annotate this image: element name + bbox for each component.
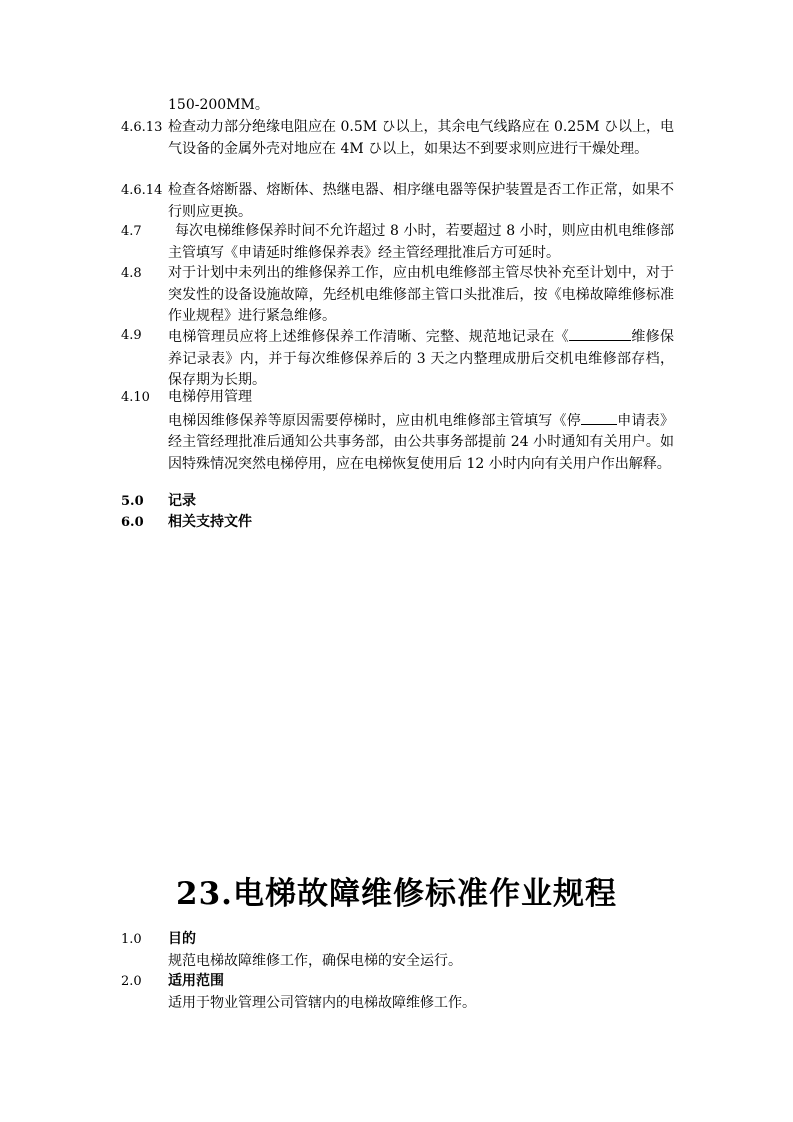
section-heading: 相关支持文件 xyxy=(168,514,252,530)
clause-text-part-a: 电梯因维修保养等原因需要停梯时，应由机电维修部主管填写《停 xyxy=(168,412,582,429)
section-number: 1.0 xyxy=(121,932,142,947)
clause-number: 4.8 xyxy=(121,266,142,281)
clause-text-part-b: 维修保养记录表》内，并于每次维修保养后的 3 天之内整理成册后交机电维修部存档，保存期为长期。 xyxy=(168,329,674,388)
section-heading: 记录 xyxy=(168,493,196,509)
clause-number: 4.7 xyxy=(121,224,142,239)
clause-number: 4.6.14 xyxy=(121,183,163,198)
clause-number: 4.6.13 xyxy=(121,120,163,135)
section-heading: 目的 xyxy=(168,931,196,947)
section-number: 6.0 xyxy=(121,515,144,530)
page-title: 23.电梯故障维修标准作业规程 xyxy=(176,876,617,912)
section-number: 5.0 xyxy=(121,494,144,509)
clause-text xyxy=(168,325,674,392)
clause-number: 4.10 xyxy=(121,390,150,405)
clause-number: 4.9 xyxy=(121,328,142,343)
section-number: 2.0 xyxy=(121,974,142,989)
section-heading: 适用范围 xyxy=(168,973,224,989)
section-text: 规范电梯故障维修工作，确保电梯的安全运行。 xyxy=(168,952,462,969)
clause-text-part-a: 电梯管理员应将上述维修保养工作清晰、完整、规范地记录在《 xyxy=(168,329,570,345)
clause-text: 对于计划中未列出的维修保养工作，应由机电维修部主管尽快补充至计划中，对于突发性的设备设施故障，先经机电维修部主管口头批准后，按《电梯故障维修标准作业规程》进行紧急维修。 xyxy=(168,265,674,324)
clause-text: 每次电梯维修保养时间不允许超过 8 小时，若要超过 8 小时，则应由机电维修部主管填写《申请延时维修保养表》经主管经理批准后方可延时。 xyxy=(168,223,674,261)
clause-text: 检查动力部分绝缘电阻应在 0.5M ひ以上，其余电气线路应在 0.25M ひ以上，电气设备的金属外壳对地应在 4M ひ以上，如果达不到要求则应进行干燥处理。 xyxy=(168,119,674,157)
clause-text: 检查各熔断器、熔断体、热继电器、相序继电器等保护装置是否工作正常，如果不行则应更换。 xyxy=(168,182,674,220)
form-name-blank xyxy=(581,409,617,425)
clause-text-4-6-12-cont: 150-200MM。 xyxy=(168,97,269,113)
clause-heading: 电梯停用管理 xyxy=(168,389,252,405)
section-text: 适用于物业管理公司管辖内的电梯故障维修工作。 xyxy=(168,994,476,1011)
clause-text-part-b: 申请表》经主管经理批准后通知公共事务部，由公共事务部提前 24 小时通知有关用户。如因特殊情况突然电梯停用，应在电梯恢复使用后 12 小时内向有关用户作出解释。 xyxy=(168,412,675,472)
clause-text xyxy=(168,409,674,476)
form-name-blank xyxy=(569,325,631,341)
